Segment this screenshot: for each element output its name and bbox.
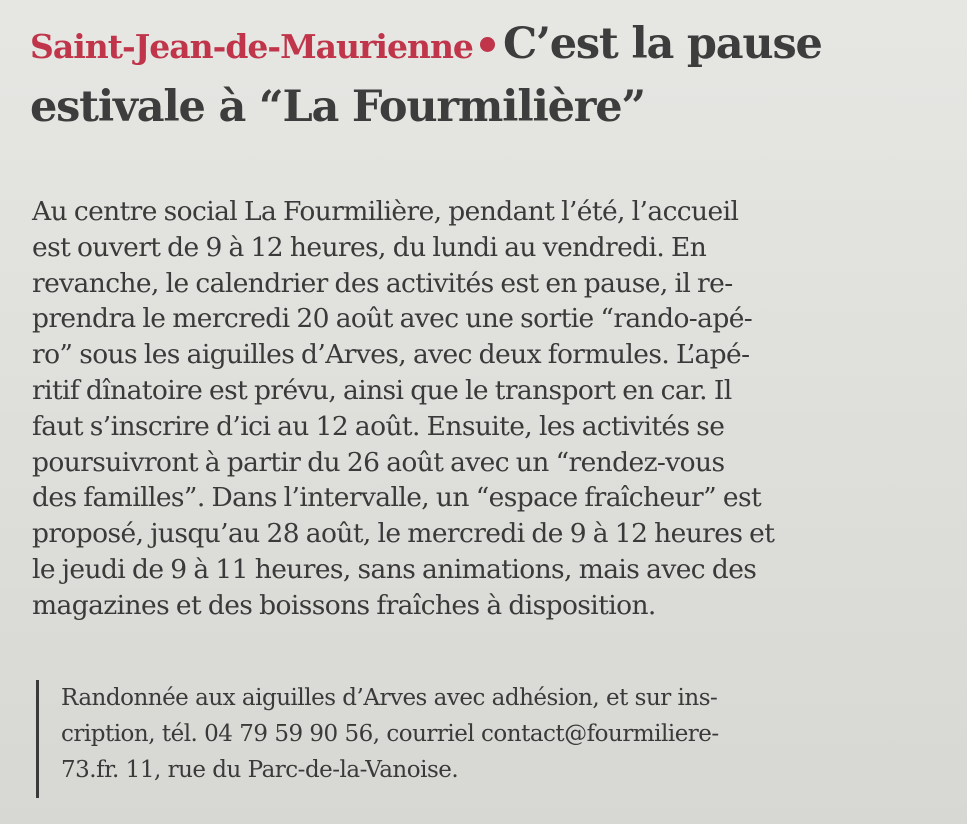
body-line: est ouvert de 9 à 12 heures, du lundi au vendredi. En <box>32 231 707 263</box>
body-line: revanche, le calendrier des activités est en pause, il re- <box>32 267 733 299</box>
body-line: Au centre social La Fourmilière, pendant l’été, l’accueil <box>32 196 739 227</box>
body-line: le jeudi de 9 à 11 heures, sans animations, mais avec des <box>32 553 757 585</box>
body-line: proposé, jusqu’au 28 août, le mercredi de 9 à 12 heures et <box>32 518 775 550</box>
body-line: magazines et des boissons fraîches à disposition. <box>32 589 656 621</box>
headline-line-2: estivale à “La Fourmilière” <box>30 82 645 132</box>
body-line: prendra le mercredi 20 août avec une sortie “rando-apé- <box>32 303 753 335</box>
practical-info-box <box>36 680 941 798</box>
info-line: Randonnée aux aiguilles d’Arves avec adhésion, et sur ins- <box>61 685 718 711</box>
bullet-dot-icon <box>480 37 495 52</box>
info-line: cription, tél. 04 79 59 90 56, courriel contact@fourmiliere- <box>61 721 719 747</box>
body-line: des familles”. Dans l’intervalle, un “espace fraîcheur” est <box>32 482 762 514</box>
body-line: faut s’inscrire d’ici au 12 août. Ensuite, les activités se <box>32 410 725 442</box>
article-headline <box>30 14 950 137</box>
body-line: ro” sous les aiguilles d’Arves, avec deux formules. L’apé- <box>32 339 750 371</box>
headline-location: Saint-Jean-de-Maurienne <box>30 27 473 66</box>
info-line: 73.fr. 11, rue du Parc-de-la-Vanoise. <box>61 757 459 783</box>
body-line: poursuivront à partir du 26 août avec un “rendez-vous <box>32 446 725 478</box>
headline-line-1: C’est la pause <box>502 19 822 69</box>
article-body <box>32 194 932 624</box>
body-line: ritif dînatoire est prévu, ainsi que le transport en car. Il <box>32 374 732 406</box>
